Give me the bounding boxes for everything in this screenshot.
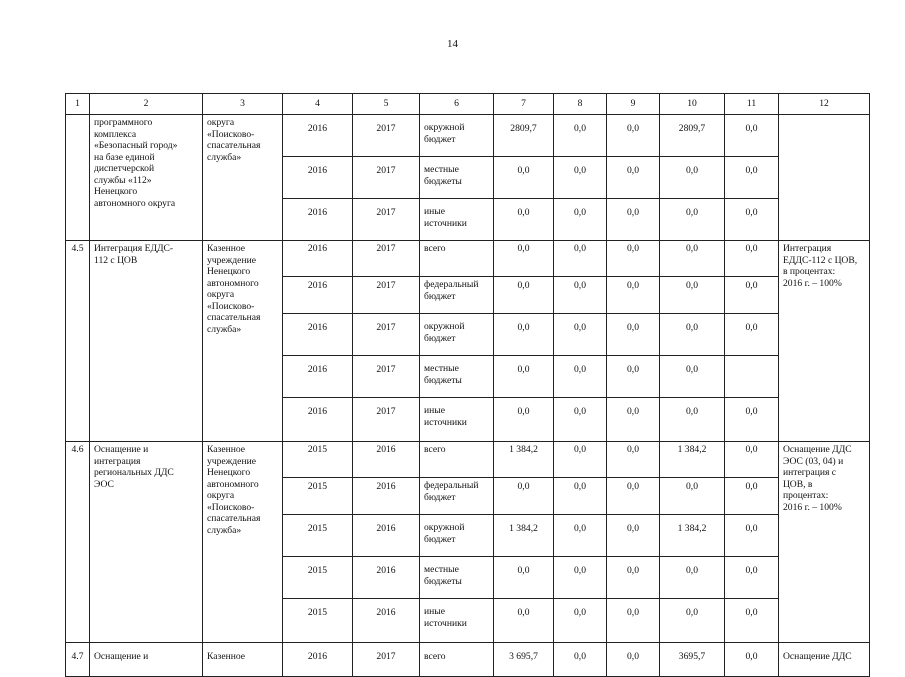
value-col9: 0,0 [607,277,660,314]
value-col11: 0,0 [725,398,779,442]
measure-name: Оснащение и [90,643,203,677]
value-col11: 0,0 [725,478,779,515]
value-col11: 0,0 [725,157,779,199]
value-col9: 0,0 [607,398,660,442]
year-start: 2016 [283,356,353,398]
funding-source: всего [420,643,494,677]
header-cell: 11 [725,94,779,115]
value-col8: 0,0 [554,241,607,277]
value-col8: 0,0 [554,442,607,478]
year-start: 2016 [283,199,353,241]
value-col9: 0,0 [607,557,660,599]
header-cell: 9 [607,94,660,115]
table-row [66,115,870,157]
header-cell: 3 [203,94,283,115]
value-col10: 0,0 [660,277,725,314]
year-start: 2016 [283,643,353,677]
value-col10: 0,0 [660,398,725,442]
funding-source: федеральный бюджет [420,478,494,515]
page-number: 14 [447,38,458,50]
value-col11: 0,0 [725,643,779,677]
value-col9: 0,0 [607,199,660,241]
funding-source: окружной бюджет [420,515,494,557]
header-cell: 12 [779,94,870,115]
funding-source: иные источники [420,398,494,442]
funding-source: иные источники [420,599,494,643]
value-col11: 0,0 [725,599,779,643]
value-col7: 3 695,7 [494,643,554,677]
value-col7: 1 384,2 [494,515,554,557]
value-col9: 0,0 [607,643,660,677]
header-row [66,94,870,115]
value-col10: 3695,7 [660,643,725,677]
value-col9: 0,0 [607,442,660,478]
year-start: 2016 [283,241,353,277]
measure-name: Интеграция ЕДДС- 112 с ЦОВ [90,241,203,442]
year-start: 2016 [283,157,353,199]
year-start: 2015 [283,599,353,643]
result-text: Интеграция ЕДДС-112 с ЦОВ, в процентах: 2016 г. – 100% [779,241,870,442]
value-col10: 0,0 [660,241,725,277]
year-start: 2015 [283,442,353,478]
executor: округа «Поисково- спасательная служба» [203,115,283,241]
year-end: 2017 [353,115,420,157]
budget-table [65,93,870,677]
value-col10: 0,0 [660,356,725,398]
year-end: 2017 [353,241,420,277]
year-end: 2017 [353,356,420,398]
year-start: 2016 [283,115,353,157]
value-col7: 0,0 [494,478,554,515]
executor: Казенное учреждение Ненецкого автономного округа «Поисково- спасательная служба» [203,442,283,643]
item-number: 4.5 [66,241,90,442]
value-col11: 0,0 [725,314,779,356]
value-col8: 0,0 [554,157,607,199]
value-col10: 0,0 [660,157,725,199]
year-start: 2016 [283,398,353,442]
header-cell: 2 [90,94,203,115]
funding-source: местные бюджеты [420,157,494,199]
value-col7: 0,0 [494,241,554,277]
value-col7: 0,0 [494,277,554,314]
value-col9: 0,0 [607,241,660,277]
value-col8: 0,0 [554,277,607,314]
value-col8: 0,0 [554,599,607,643]
year-start: 2015 [283,557,353,599]
executor: Казенное учреждение Ненецкого автономного округа «Поисково- спасательная служба» [203,241,283,442]
table-row [66,643,870,677]
funding-source: местные бюджеты [420,356,494,398]
value-col10: 0,0 [660,199,725,241]
value-col9: 0,0 [607,515,660,557]
year-end: 2016 [353,515,420,557]
value-col9: 0,0 [607,599,660,643]
funding-source: иные источники [420,199,494,241]
year-end: 2016 [353,557,420,599]
item-number-cell [66,115,90,241]
value-col7: 0,0 [494,199,554,241]
value-col11: 0,0 [725,199,779,241]
value-col7: 0,0 [494,356,554,398]
value-col10: 0,0 [660,599,725,643]
value-col8: 0,0 [554,356,607,398]
value-col10: 0,0 [660,478,725,515]
header-cell: 5 [353,94,420,115]
funding-source: местные бюджеты [420,557,494,599]
value-col10: 1 384,2 [660,442,725,478]
value-col7: 0,0 [494,398,554,442]
year-end: 2017 [353,157,420,199]
value-col11: 0,0 [725,515,779,557]
value-col11: 0,0 [725,442,779,478]
year-end: 2016 [353,478,420,515]
year-end: 2017 [353,643,420,677]
year-end: 2016 [353,442,420,478]
header-cell: 6 [420,94,494,115]
value-col7: 0,0 [494,157,554,199]
table-row [66,241,870,277]
value-col11: 0,0 [725,241,779,277]
executor: Казенное [203,643,283,677]
value-col9: 0,0 [607,478,660,515]
funding-source: федеральный бюджет [420,277,494,314]
value-col9: 0,0 [607,115,660,157]
value-col10: 1 384,2 [660,515,725,557]
result-cell [779,115,870,241]
header-cell: 7 [494,94,554,115]
year-start: 2016 [283,277,353,314]
value-col11: 0,0 [725,557,779,599]
year-end: 2017 [353,398,420,442]
value-col9: 0,0 [607,157,660,199]
value-col8: 0,0 [554,643,607,677]
value-col8: 0,0 [554,557,607,599]
year-end: 2017 [353,277,420,314]
year-start: 2016 [283,314,353,356]
year-end: 2017 [353,199,420,241]
value-col7: 0,0 [494,557,554,599]
measure-name: программного комплекса «Безопасный город» на базе единой диспетчерской службы «112» Ненецкого автономного округа [90,115,203,241]
value-col8: 0,0 [554,115,607,157]
value-col8: 0,0 [554,478,607,515]
funding-source: всего [420,442,494,478]
value-col8: 0,0 [554,314,607,356]
value-col7: 1 384,2 [494,442,554,478]
value-col7: 0,0 [494,314,554,356]
value-col7: 2809,7 [494,115,554,157]
result-text: Оснащение ДДС [779,643,870,677]
item-number: 4.7 [66,643,90,677]
header-cell: 8 [554,94,607,115]
funding-source: всего [420,241,494,277]
value-col9: 0,0 [607,356,660,398]
funding-source: окружной бюджет [420,314,494,356]
value-col10: 2809,7 [660,115,725,157]
year-start: 2015 [283,515,353,557]
item-number: 4.6 [66,442,90,643]
result-text: Оснащение ДДС ЭОС (03, 04) и интеграция с ЦОВ, в процентах: 2016 г. – 100% [779,442,870,643]
year-end: 2017 [353,314,420,356]
header-cell: 4 [283,94,353,115]
value-col9: 0,0 [607,314,660,356]
value-col7: 0,0 [494,599,554,643]
value-col8: 0,0 [554,199,607,241]
value-col11 [725,356,779,398]
value-col10: 0,0 [660,314,725,356]
header-cell: 1 [66,94,90,115]
value-col8: 0,0 [554,398,607,442]
measure-name: Оснащение и интеграция региональных ДДС ЭОС [90,442,203,643]
header-cell: 10 [660,94,725,115]
value-col11: 0,0 [725,115,779,157]
funding-source: окружной бюджет [420,115,494,157]
year-end: 2016 [353,599,420,643]
table-row [66,442,870,478]
value-col10: 0,0 [660,557,725,599]
value-col11: 0,0 [725,277,779,314]
year-start: 2015 [283,478,353,515]
value-col8: 0,0 [554,515,607,557]
